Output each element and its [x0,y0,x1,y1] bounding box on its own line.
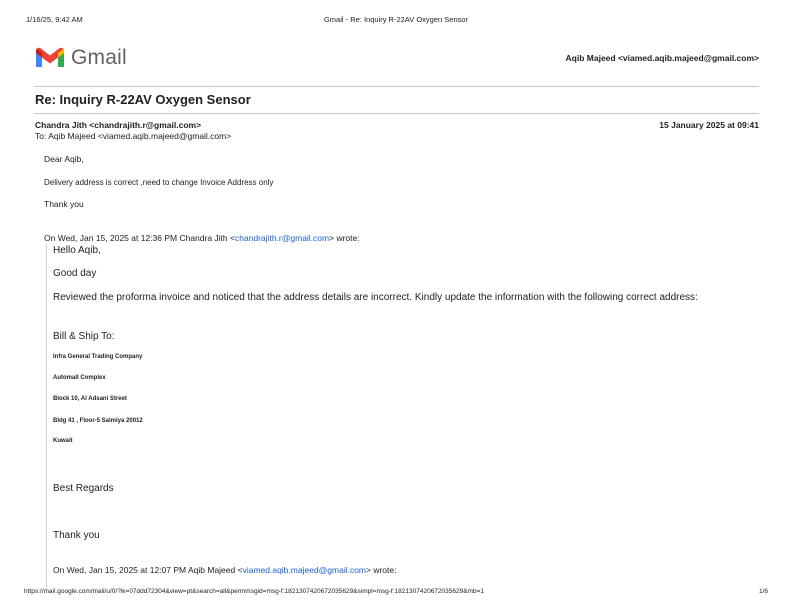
print-page-number: 1/6 [758,588,768,595]
quote-header-email-link[interactable]: chandrajith.r@gmail.com [234,233,330,243]
address-line: Block 10, Al Adsani Street [53,396,127,402]
gmail-logo [34,45,134,71]
quote-bar [46,244,47,589]
address-line: Infra General Trading Company [53,354,143,360]
quote-header-prefix: On Wed, Jan 15, 2025 at 12:36 PM Chandra Jith < [44,233,235,243]
message-to: To: Aqib Majeed <viamed.aqib.majeed@gmail.com> [35,131,232,141]
header-divider [34,86,759,87]
quote-thanks: Thank you [53,530,100,541]
message-greeting: Dear Aqib, [44,154,84,164]
quote2-header-email-link[interactable]: viamed.aqib.majeed@gmail.com [242,565,367,575]
address-line: Kuwait [53,438,73,444]
gmail-wordmark: Gmail [71,46,127,69]
gmail-m-icon [34,45,66,69]
quote-paragraph: Reviewed the proforma invoice and noticed that the address details are incorrect. Kindly update the information with the following correct address: [53,292,698,303]
quote-regards: Best Regards [53,483,114,494]
quote-good-day: Good day [53,268,97,279]
message-from: Chandra Jith <chandrajith.r@gmail.com> [35,120,202,130]
quote2-header-prefix: On Wed, Jan 15, 2025 at 12:07 PM Aqib Majeed < [53,565,243,575]
message-date: 15 January 2025 at 09:41 [659,120,759,130]
message-line1: Delivery address is correct ,need to change Invoice Address only [44,178,274,187]
address-line: Automall Complex [53,375,106,381]
quote2-header [53,565,397,575]
quote-greeting: Hello Aqib, [53,245,101,256]
print-header [26,15,766,25]
thread-subject: Re: Inquiry R-22AV Oxygen Sensor [35,92,251,107]
quote2-header-suffix: > wrote: [366,565,397,575]
address-line: Bldg 41 , Floor-5 Salmiya 20012 [53,418,143,424]
print-url: https://mail.google.com/mail/u/0/?ik=07ddd72304&view=pt&search=all&permmsgid=msg-f:1821307420672035629&simpl=msg-f:1821307420672035629&mb=1 [24,588,484,595]
quote-header-suffix: > wrote: [329,233,360,243]
account-label: Aqib Majeed <viamed.aqib.majeed@gmail.com> [565,53,759,63]
subject-divider [34,113,759,114]
print-datetime: 1/16/25, 9:42 AM [26,15,83,24]
print-page-title: Gmail - Re: Inquiry R-22AV Oxygen Sensor [323,15,469,24]
quote-bill-ship: Bill & Ship To: [53,331,115,342]
message-closing: Thank you [44,199,84,209]
quote-header [44,233,360,243]
print-footer [24,588,768,598]
